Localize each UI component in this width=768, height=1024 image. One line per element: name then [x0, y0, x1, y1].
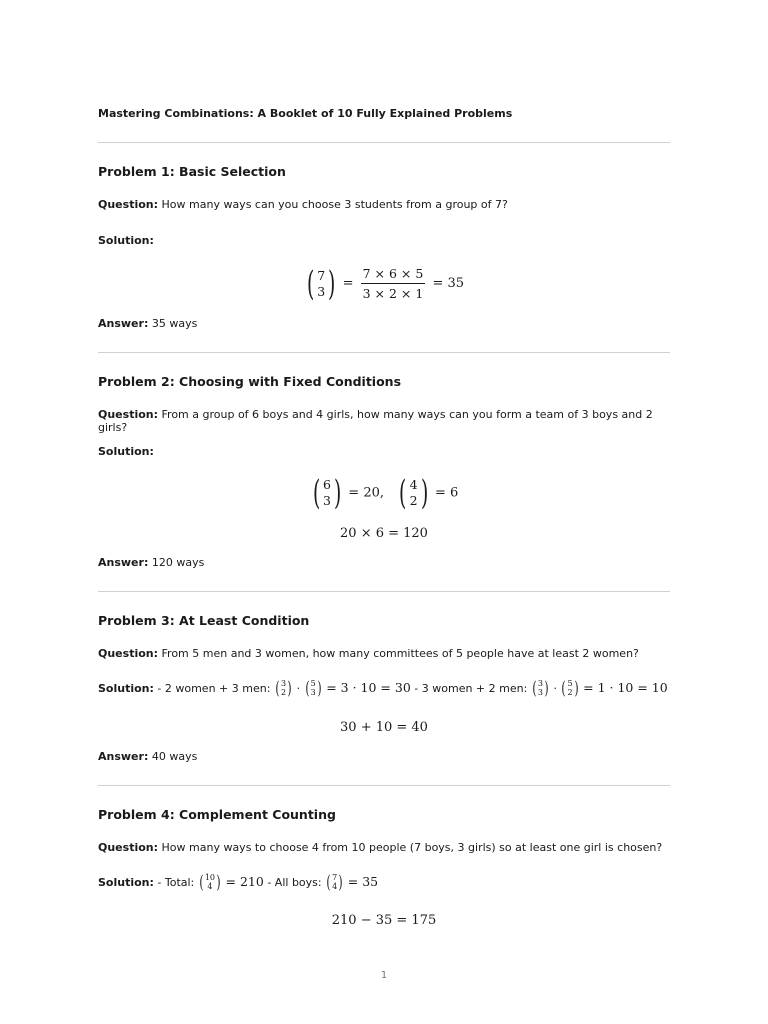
problem-1-solution-label: Solution: — [98, 234, 154, 247]
binomial: ( 6 3 ) — [312, 473, 342, 513]
problem-4-equation: 210 − 35 = 175 — [331, 913, 437, 928]
binomial: ( 3 2 ) — [275, 678, 292, 699]
divider — [98, 142, 670, 143]
divider — [98, 785, 670, 786]
problem-3-question: Question: From 5 men and 3 women, how many committees of 5 people have at least 2 women? — [98, 647, 639, 660]
problem-1-equation: ( 7 3 ) = $\frac{7 \times 6 \times 5}{3 \times 2 \times 1}$ = 35 — [98, 266, 670, 301]
document-title: Mastering Combinations: A Booklet of 10 Fully Explained Problems — [98, 107, 513, 120]
problem-1-heading: Problem 1: Basic Selection — [98, 164, 286, 179]
divider — [98, 591, 670, 592]
page-number: 1 — [380, 970, 388, 981]
problem-2-question: Question: From a group of 6 boys and 4 girls, how many ways can you form a team of 3 boys and 2 girls? — [98, 408, 653, 434]
problem-3-answer: Answer: 40 ways — [98, 750, 198, 763]
problem-2-answer: Answer: 120 ways — [98, 556, 205, 569]
problem-1-answer: Answer: 35 ways — [98, 317, 198, 330]
problem-3-heading: Problem 3: At Least Condition — [98, 613, 310, 628]
binomial: ( 7 3 ) — [306, 263, 336, 304]
binomial: ( 7 4 ) — [326, 872, 343, 893]
problem-4-question: Question: How many ways to choose 4 from 10 people (7 boys, 3 girls) so at least one girl is chosen? — [98, 841, 663, 854]
binomial: ( 4 2 ) — [399, 473, 428, 513]
binomial: ( 5 2 ) — [561, 678, 579, 699]
problem-1-question: Question: How many ways can you choose 3 students from a group of 7? — [98, 198, 508, 211]
binomial: ( 10 4 ) — [199, 872, 221, 893]
fraction: $\frac{7 \times 6 \times 5}{3 \times 2 \times 1}$ — [362, 266, 424, 301]
binomial: ( 3 3 ) — [532, 678, 549, 699]
problem-3-equation: 30 + 10 = 40 — [340, 720, 428, 735]
problem-2-solution-label: Solution: — [98, 445, 154, 458]
problem-4-heading: Problem 4: Complement Counting — [98, 807, 336, 822]
problem-3-solution: Solution: - 2 women + 3 men: ( 3 2 ) · ( 5 3 ) = 3 · 10 = 30 - 3 women + 2 men: ( 3 3 ) · ( 5 2 ) = 1 · 10 = 10 — [98, 678, 668, 699]
problem-2-equation-2: 20 × 6 = 120 — [340, 526, 428, 541]
binomial: ( 5 3 ) — [304, 678, 322, 699]
problem-4-solution: Solution: - Total: ( 10 4 ) = 210 - All boys: ( 7 4 ) = 35 — [98, 872, 379, 893]
problem-2-heading: Problem 2: Choosing with Fixed Conditions — [98, 374, 402, 389]
problem-2-equation: ( 6 3 ) = 20, ( 4 2 ) = 6 — [98, 476, 670, 510]
divider — [98, 352, 670, 353]
